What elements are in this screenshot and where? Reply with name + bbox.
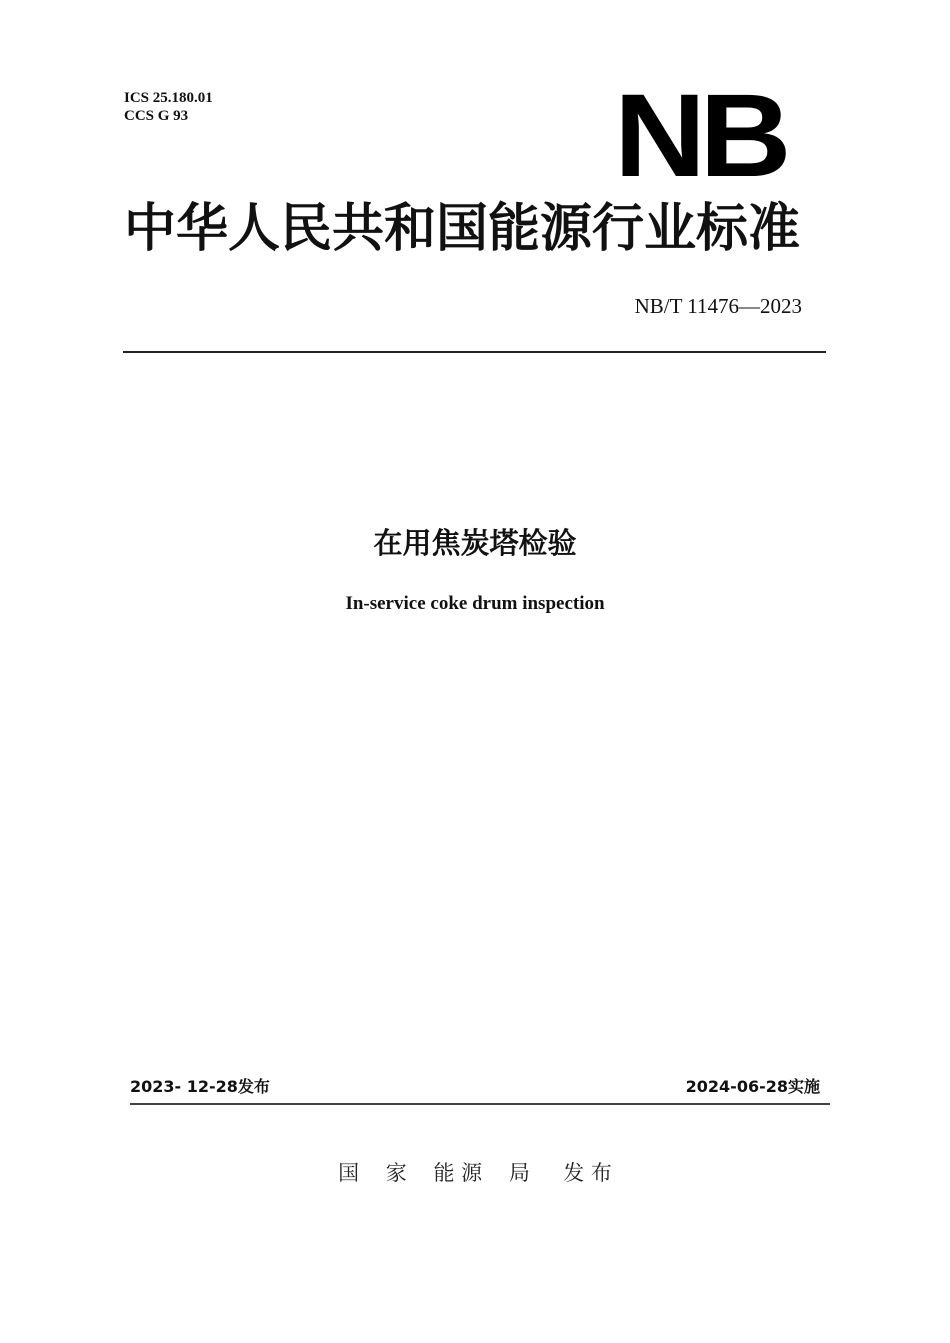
top-divider [123,351,826,353]
issue-date: 2023- 12-28发布 [130,1077,270,1096]
nb-logo: NB [614,70,786,202]
classification-codes [124,89,213,125]
publisher: 国 家 能 源 局 发 布 [338,1161,612,1185]
ics-code: ICS 25.180.01 [124,90,213,106]
standard-category-heading: 中华人民共和国能源行业标准 [124,199,801,259]
document-title-chinese: 在用焦炭塔检验 [373,526,577,560]
document-title-english: In-service coke drum inspection [345,593,605,614]
bottom-divider [130,1103,830,1105]
ccs-code: CCS G 93 [124,108,189,124]
implementation-date: 2024-06-28实施 [685,1077,820,1096]
standard-number: NB/T 11476—2023 [634,294,802,318]
